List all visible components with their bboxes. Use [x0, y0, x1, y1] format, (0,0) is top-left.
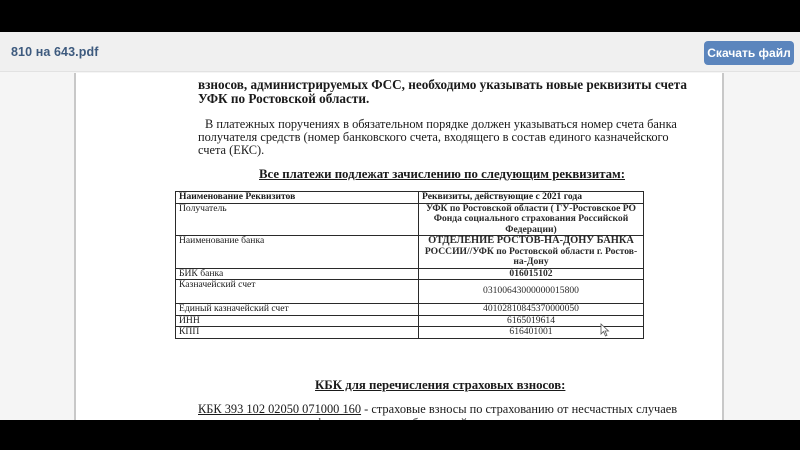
mouse-cursor-icon: [600, 323, 610, 337]
table-row: [176, 304, 644, 316]
row-value: 03100643000000015800: [419, 280, 644, 304]
intro-line-2: УФК по Ростовской области.: [198, 91, 370, 106]
row-value: 40102810845370000050: [419, 304, 644, 316]
row-value: 616401001: [419, 327, 644, 339]
row-value: 016015102: [419, 268, 644, 280]
row-name: Наименование банка: [176, 236, 419, 269]
intro-line-1: взносов, администрируемых ФСС, необходимо указывать новые реквизиты счета: [198, 77, 687, 92]
paragraph-line-3: счета (ЕКС).: [198, 143, 265, 157]
row-value: 6165019614: [419, 315, 644, 327]
file-name: 810 на 643.pdf: [11, 45, 99, 59]
requisites-table: [175, 191, 644, 339]
kbk-heading: КБК для перечисления страховых взносов:: [315, 378, 566, 392]
row-name: Казначейский счет: [176, 280, 419, 304]
row-value: ОТДЕЛЕНИЕ РОСТОВ-НА-ДОНУ БАНКА РОССИИ//УФК по Ростовской области г. Ростов- на-Дону: [419, 236, 644, 269]
table-header-name: Наименование Реквизитов: [176, 192, 419, 204]
table-row: [176, 236, 644, 269]
table-row: [176, 327, 644, 339]
row-name: Получатель: [176, 203, 419, 236]
pdf-viewer: [0, 32, 800, 420]
document-page[interactable]: [74, 73, 724, 433]
paragraph-line-2: получателя средств (номер банковского счета, входящего в состав единого казначейского: [198, 130, 669, 144]
table-header-row: [176, 192, 644, 204]
row-name: БИК банка: [176, 268, 419, 280]
kbk-description: - страховые взносы по страхованию от несчастных случаев: [361, 402, 678, 416]
table-row: [176, 280, 644, 304]
row-value: УФК по Ростовской области ( ГУ-Ростовское РО Фонда социального страхования Российской Федерации): [419, 203, 644, 236]
document-content: [76, 73, 722, 433]
table-row: [176, 315, 644, 327]
viewer-header: [0, 32, 800, 72]
row-name: ИНН: [176, 315, 419, 327]
kbk-code: КБК 393 102 02050 071000 160: [198, 402, 362, 416]
kbk-line: [198, 402, 677, 417]
table-row: [176, 203, 644, 236]
table-header-value: Реквизиты, действующие с 2021 года: [419, 192, 644, 204]
row-name: КПП: [176, 327, 419, 339]
bottom-letterbox: [0, 420, 800, 450]
table-row: [176, 268, 644, 280]
top-letterbox: [0, 0, 800, 32]
download-file-button[interactable]: Скачать файл: [704, 41, 794, 65]
paragraph-line-1: В платежных поручениях в обязательном порядке должен указываться номер счета банка: [205, 117, 677, 131]
row-name: Единый казначейский счет: [176, 304, 419, 316]
requisites-heading: Все платежи подлежат зачислению по следующим реквизитам:: [259, 167, 626, 181]
